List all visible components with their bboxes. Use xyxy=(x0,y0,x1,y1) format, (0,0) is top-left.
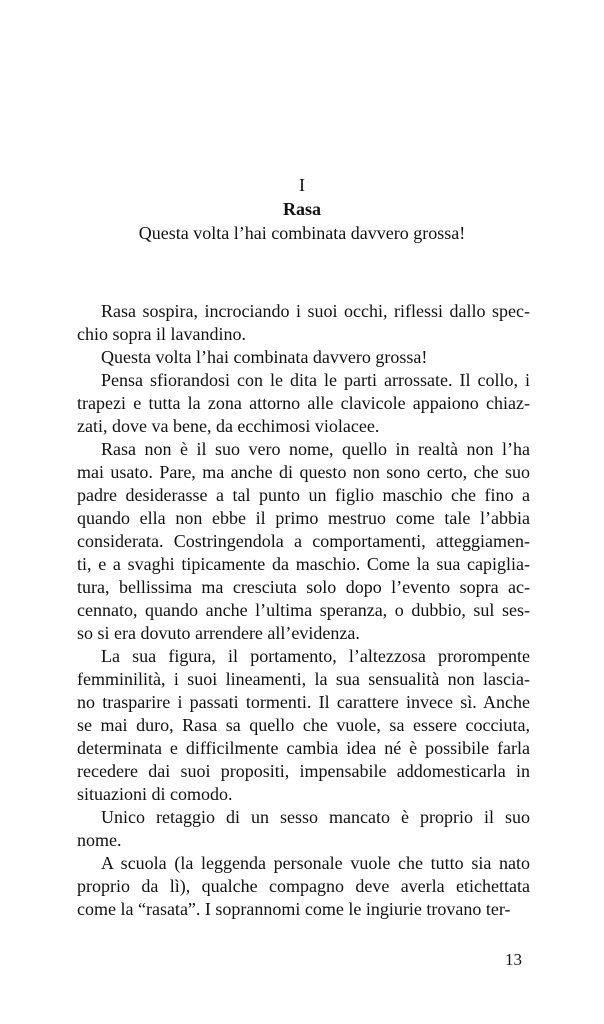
paragraph xyxy=(77,645,530,806)
text-line: Unico retaggio di un sesso mancato è proprio il suo xyxy=(101,807,530,827)
paragraph xyxy=(77,369,530,438)
text-line: proprio da lì), qualche compagno deve averla etichettata xyxy=(77,876,530,896)
text-line: La sua figura, il portamento, l’altezzosa prorompente xyxy=(101,646,530,666)
paragraph xyxy=(77,346,530,369)
text-line: recedere dai suoi propositi, impensabile addomesticarla in xyxy=(77,761,530,781)
text-line: Rasa sospira, incrociando i suoi occhi, riflessi dallo spec- xyxy=(101,301,530,321)
text-line: trapezi e tutta la zona attorno alle clavicole appaiono chiaz- xyxy=(77,393,530,413)
paragraph xyxy=(77,852,530,921)
text-line: Pensa sfiorandosi con le dita le parti arrossate. Il collo, i xyxy=(101,370,530,390)
text-line: considerata. Costringendola a comportamenti, atteggiamen- xyxy=(77,531,530,551)
chapter-subtitle: Questa volta l’hai combinata davvero grossa! xyxy=(138,223,466,243)
paragraph xyxy=(77,438,530,645)
text-line: Questa volta l’hai combinata davvero grossa! xyxy=(101,347,428,367)
text-line: Rasa non è il suo vero nome, quello in realtà non l’ha xyxy=(101,439,530,459)
text-line: so si era dovuto arrendere all’evidenza. xyxy=(77,623,360,643)
text-line: padre desiderasse a tal punto un figlio maschio che fino a xyxy=(77,485,530,505)
chapter-number: I xyxy=(299,175,305,195)
text-line: chio sopra il lavandino. xyxy=(77,324,246,344)
text-line: mai usato. Pare, ma anche di questo non sono certo, che suo xyxy=(77,462,530,482)
paragraph xyxy=(77,300,530,346)
chapter-title: Rasa xyxy=(282,199,321,219)
paragraph xyxy=(77,806,530,852)
text-line: come la “rasata”. I soprannomi come le ingiurie trovano ter- xyxy=(77,899,511,919)
body-text xyxy=(77,300,530,921)
text-line: quando ella non ebbe il primo mestruo come tale l’abbia xyxy=(77,508,530,528)
text-line: tura, bellissima ma cresciuta solo dopo l’evento sopra ac- xyxy=(77,577,530,597)
text-line: zati, dove va bene, da ecchimosi violacee. xyxy=(77,416,380,436)
text-line: A scuola (la leggenda personale vuole che tutto sia nato xyxy=(101,853,530,873)
text-line: ti, e a svaghi tipicamente da maschio. Come la sua capiglia- xyxy=(77,554,530,574)
chapter-heading xyxy=(0,173,604,245)
text-line: femminilità, i suoi lineamenti, la sua sensualità non lascia- xyxy=(77,669,530,689)
text-line: nome. xyxy=(77,830,122,850)
text-line: determinata e difficilmente cambia idea né è possibile farla xyxy=(77,738,530,758)
text-line: se mai duro, Rasa sa quello che vuole, sa essere cocciuta, xyxy=(77,715,530,735)
text-line: cennato, quando anche l’ultima speranza, o dubbio, sul ses- xyxy=(77,600,530,620)
text-line: situazioni di comodo. xyxy=(77,784,233,804)
text-line: no trasparire i passati tormenti. Il carattere invece sì. Anche xyxy=(77,692,530,712)
page-number: 13 xyxy=(505,950,522,969)
